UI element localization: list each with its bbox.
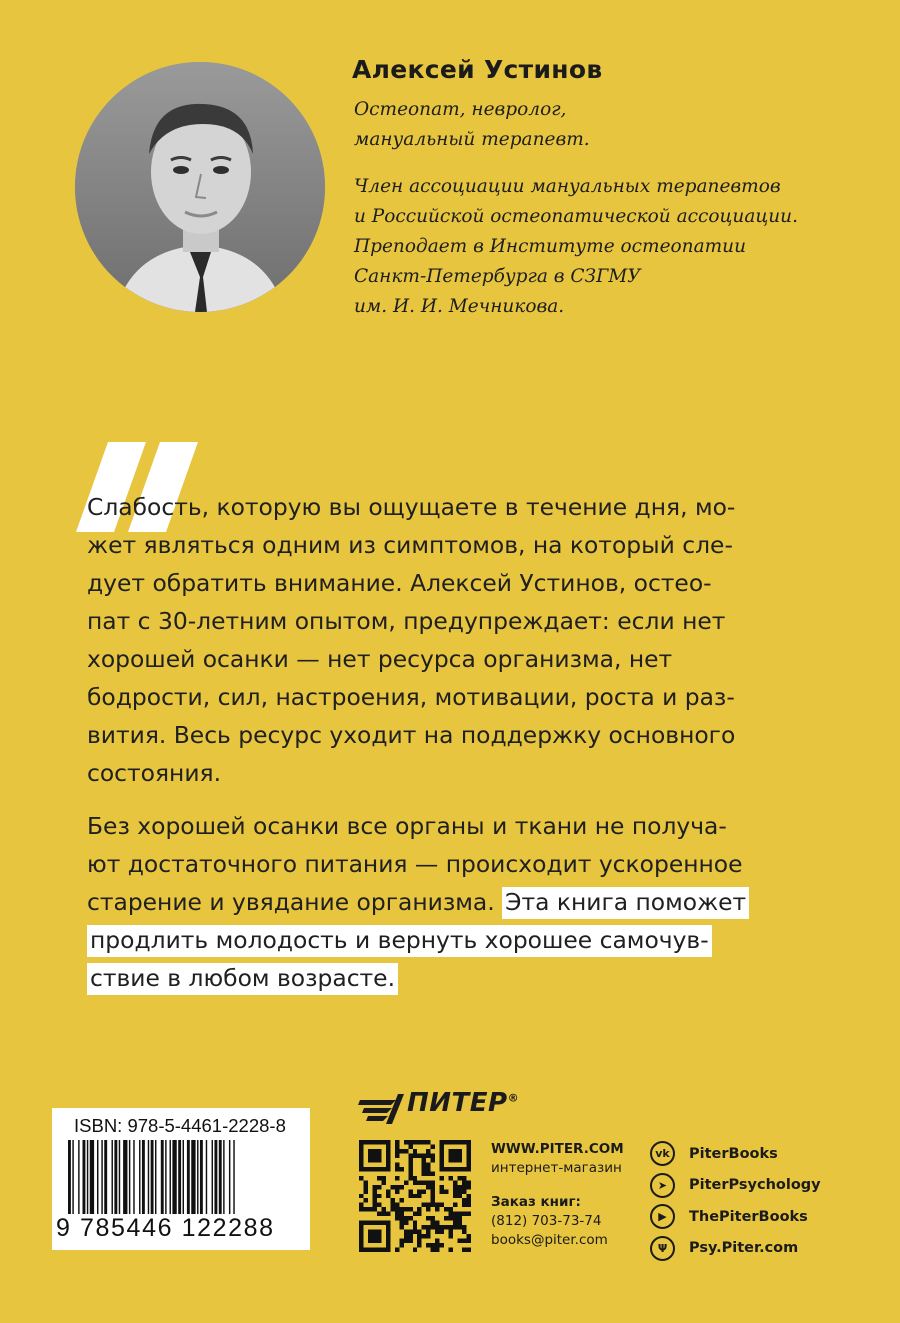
highlighted-text: Эта книга поможет xyxy=(502,887,749,919)
publisher-contacts xyxy=(491,1140,624,1250)
shop-label: интернет-магазин xyxy=(491,1160,622,1176)
barcode-bar xyxy=(151,1140,154,1214)
barcode-bar xyxy=(133,1140,134,1214)
isbn-barcode-box xyxy=(52,1108,310,1250)
text-line: Слабость, которую вы ощущаете в течение дня, мо- xyxy=(87,493,736,521)
social-item-telegram[interactable] xyxy=(650,1170,821,1202)
barcode-bar xyxy=(83,1140,86,1214)
barcode-bar xyxy=(197,1140,198,1214)
barcode-bar xyxy=(183,1140,184,1214)
text-line xyxy=(87,921,827,959)
barcode-bar xyxy=(68,1140,71,1214)
highlighted-text: ствие в любом возрасте. xyxy=(87,963,398,995)
telegram-icon: ➤ xyxy=(650,1173,675,1198)
text-line: бодрости, сил, настроения, мотивации, роста и раз- xyxy=(87,683,735,711)
highlighted-text: продлить молодость и вернуть хорошее самочув- xyxy=(87,925,712,957)
vk-icon: vk xyxy=(650,1141,675,1166)
publisher-name xyxy=(407,1088,519,1118)
barcode-bar xyxy=(200,1140,203,1214)
barcode-bar xyxy=(165,1140,166,1214)
registered-mark: ® xyxy=(507,1091,520,1105)
barcode-bar xyxy=(214,1140,217,1214)
bio-line: Остеопат, невролог, xyxy=(354,99,567,120)
barcode-bar xyxy=(148,1140,149,1214)
text-line: пат с 30-летним опытом, предупреждает: если нет xyxy=(87,607,726,635)
barcode-bar xyxy=(129,1140,130,1214)
social-links xyxy=(650,1138,821,1264)
barcode-bar xyxy=(112,1140,113,1214)
text-line: жет являться одним из симптомов, на который сле- xyxy=(87,531,733,559)
barcode-bar xyxy=(142,1140,145,1214)
bio-line: Член ассоциации мануальных терапевтов xyxy=(354,176,781,197)
author-membership xyxy=(354,172,854,322)
barcode-bar xyxy=(123,1140,127,1214)
text-line: ют достаточного питания — происходит ускоренное xyxy=(87,850,743,878)
social-label: PiterPsychology xyxy=(689,1177,821,1194)
author-titles xyxy=(354,95,854,155)
bio-line: Санкт-Петербурга в СЗГМУ xyxy=(354,266,641,287)
barcode-bar xyxy=(114,1140,117,1214)
barcode-bar xyxy=(72,1140,73,1214)
text-line: вития. Весь ресурс уходит на поддержку основного xyxy=(87,721,736,749)
youtube-icon: ▶ xyxy=(650,1204,675,1229)
website-link[interactable]: WWW.PITER.COM xyxy=(491,1141,624,1157)
barcode-bar xyxy=(155,1140,156,1214)
social-item-vk[interactable] xyxy=(650,1138,821,1170)
author-portrait xyxy=(75,62,325,312)
barcode-bar xyxy=(161,1140,164,1214)
blurb-paragraph-1 xyxy=(87,488,827,792)
bio-line: и Российской остеопатической ассоциации. xyxy=(354,206,798,227)
text-line: Без хорошей осанки все органы и ткани не получа- xyxy=(87,812,727,840)
bio-line: мануальный терапевт. xyxy=(354,129,590,150)
barcode-bar xyxy=(233,1140,234,1214)
barcode-bar xyxy=(212,1140,213,1214)
text-line: состояния. xyxy=(87,759,222,787)
barcode-bar xyxy=(187,1140,190,1214)
social-label: ThePiterBooks xyxy=(689,1208,808,1225)
barcode-bar xyxy=(172,1140,176,1214)
barcode-bar xyxy=(170,1140,171,1214)
barcode xyxy=(68,1140,296,1214)
barcode-bar xyxy=(97,1140,98,1214)
barcode-digits: 9 785446 122288 xyxy=(56,1214,275,1242)
barcode-bar xyxy=(104,1140,107,1214)
bio-line: им. И. И. Мечникова. xyxy=(354,296,565,317)
barcode-bar xyxy=(229,1140,230,1214)
text-line: дует обратить внимание. Алексей Устинов, остео- xyxy=(87,569,712,597)
order-label: Заказ книг: xyxy=(491,1194,581,1210)
barcode-bar xyxy=(178,1140,181,1214)
barcode-bar xyxy=(78,1140,79,1214)
text-line xyxy=(87,883,827,921)
social-label: PiterBooks xyxy=(689,1145,778,1162)
psi-icon: Ψ xyxy=(650,1236,675,1261)
barcode-bar xyxy=(87,1140,88,1214)
logo-text: ПИТЕР xyxy=(407,1088,508,1118)
barcode-bar xyxy=(219,1140,222,1214)
text-plain: старение и увядание организма. xyxy=(87,888,503,916)
isbn-label: ISBN: 978-5-4461-2228-8 xyxy=(74,1115,286,1136)
qr-code[interactable] xyxy=(359,1140,471,1252)
blurb-paragraph-2 xyxy=(87,807,827,997)
bio-line: Преподает в Институте остеопатии xyxy=(354,236,746,257)
author-name: Алексей Устинов xyxy=(352,55,603,84)
phone-number: (812) 703-73-74 xyxy=(491,1213,602,1229)
barcode-bar xyxy=(139,1140,140,1214)
barcode-bar xyxy=(90,1140,94,1214)
social-item-youtube[interactable] xyxy=(650,1201,821,1233)
text-line: хорошей осанки — нет ресурса организма, нет xyxy=(87,645,673,673)
social-label: Psy.Piter.com xyxy=(689,1240,799,1257)
barcode-bar xyxy=(191,1140,195,1214)
social-item-psy[interactable] xyxy=(650,1233,821,1265)
barcode-bar xyxy=(206,1140,207,1214)
barcode-bar xyxy=(119,1140,120,1214)
barcode-bar xyxy=(101,1140,102,1214)
email-link[interactable]: books@piter.com xyxy=(491,1232,608,1248)
text-line xyxy=(87,959,827,997)
barcode-bar xyxy=(223,1140,224,1214)
